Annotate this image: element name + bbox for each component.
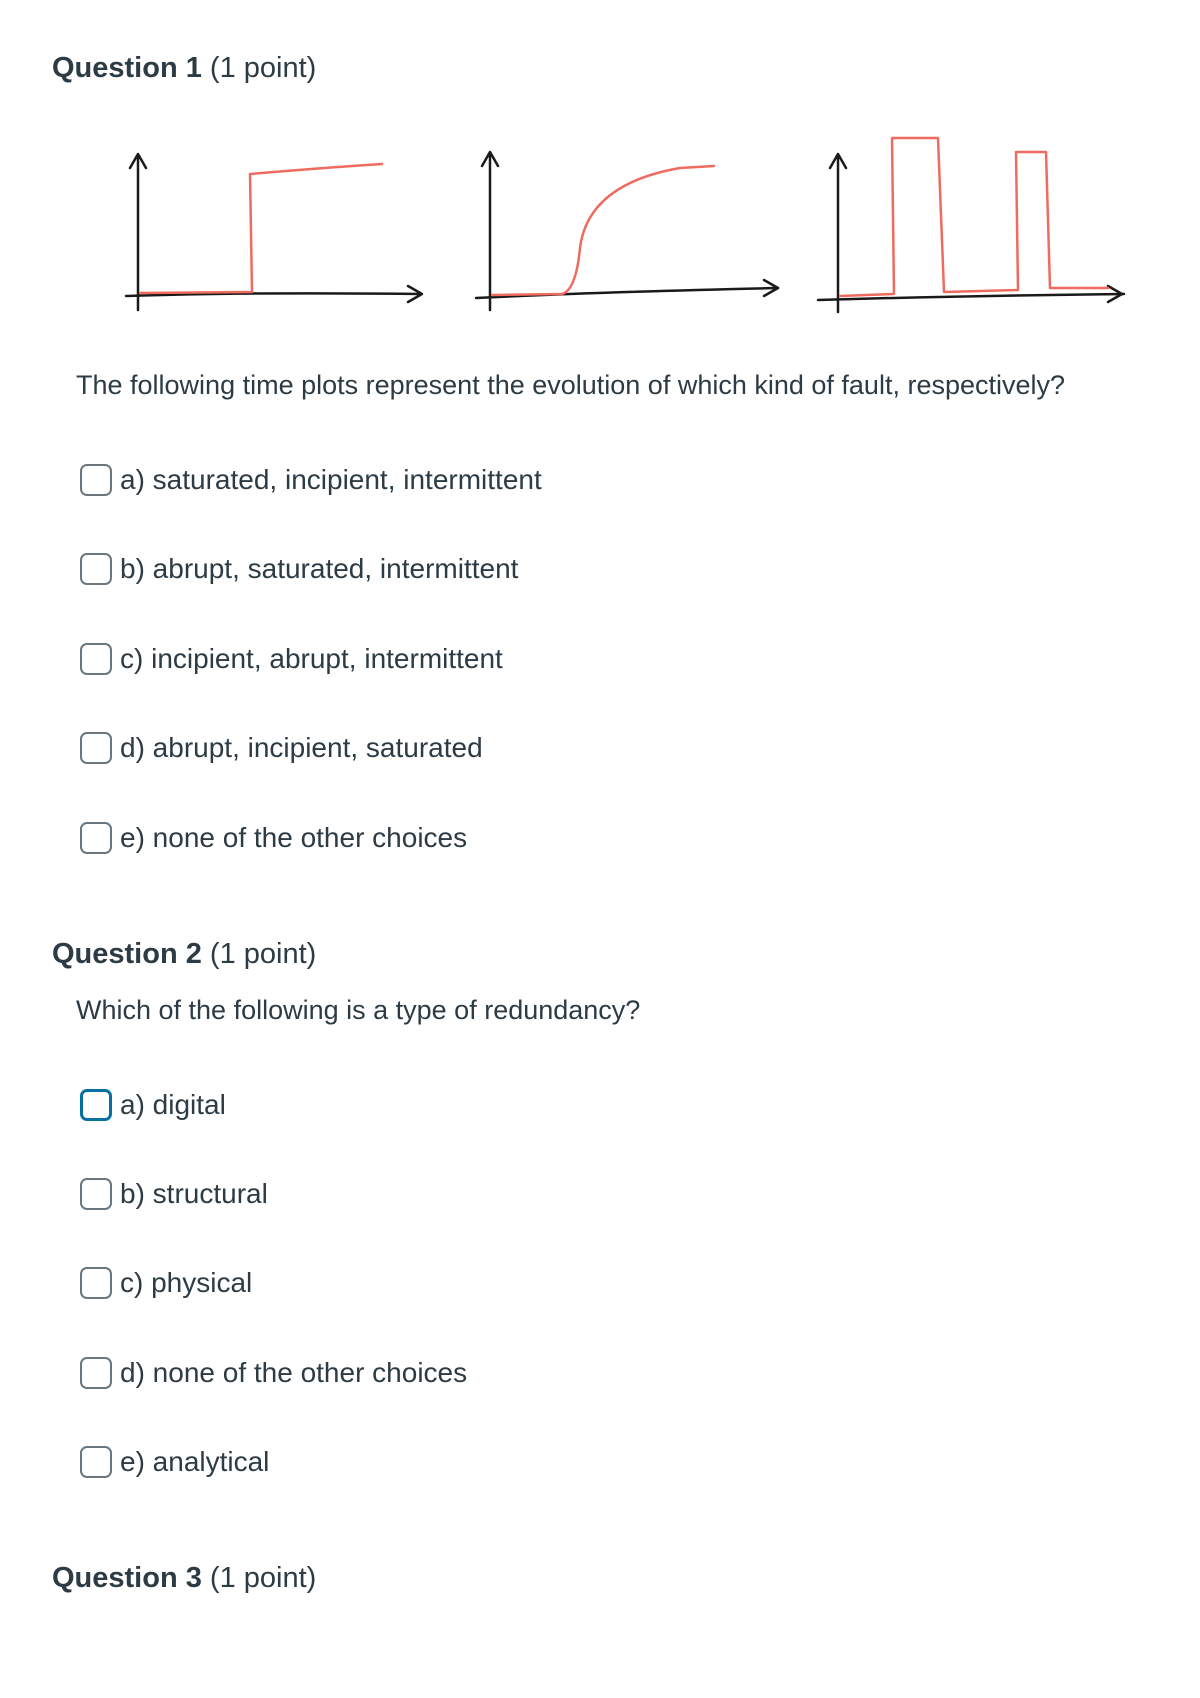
q2-option-e[interactable] [80, 1442, 269, 1482]
q2-option-a-label[interactable]: a) digital [120, 1089, 226, 1120]
q1-option-d[interactable] [80, 728, 483, 768]
question-2-header [52, 938, 316, 971]
q1-option-a-checkbox[interactable] [80, 464, 112, 496]
q1-option-d-label[interactable]: d) abrupt, incipient, saturated [120, 732, 483, 763]
question-1-title: Question 1 [52, 52, 202, 84]
question-2-title: Question 2 [52, 938, 202, 970]
q1-option-e-checkbox[interactable] [80, 822, 112, 854]
q1-option-b[interactable] [80, 549, 518, 589]
question-1-header [52, 52, 316, 85]
q1-option-e[interactable] [80, 818, 467, 858]
q1-option-b-checkbox[interactable] [80, 553, 112, 585]
plot-2-x-axis [476, 288, 778, 298]
plot-incipient [476, 152, 778, 310]
q2-option-a-checkbox[interactable] [80, 1089, 112, 1121]
q2-option-d[interactable] [80, 1353, 467, 1393]
question-2-text: Which of the following is a type of redundancy? [76, 995, 641, 1025]
q1-option-c[interactable] [80, 639, 503, 679]
q1-option-d-checkbox[interactable] [80, 732, 112, 764]
q2-option-c[interactable] [80, 1263, 252, 1303]
q1-option-b-label[interactable]: b) abrupt, saturated, intermittent [120, 553, 519, 584]
fault-time-plots [100, 128, 1140, 328]
q2-option-e-label[interactable]: e) analytical [120, 1446, 270, 1477]
q2-option-b[interactable] [80, 1174, 268, 1214]
q2-option-c-checkbox[interactable] [80, 1267, 112, 1299]
q1-option-a[interactable] [80, 460, 542, 500]
question-3-header [52, 1562, 316, 1595]
plot-intermittent [818, 138, 1124, 312]
q2-option-c-label[interactable]: c) physical [120, 1267, 253, 1298]
q2-option-d-checkbox[interactable] [80, 1357, 112, 1389]
question-1-points: (1 point) [209, 52, 317, 84]
q2-option-b-checkbox[interactable] [80, 1178, 112, 1210]
q2-option-a[interactable] [80, 1085, 226, 1125]
question-3-points: (1 point) [209, 1562, 317, 1594]
question-3-title: Question 3 [52, 1562, 202, 1594]
plot-1-signal [140, 164, 382, 293]
q2-option-e-checkbox[interactable] [80, 1446, 112, 1478]
q1-option-e-label[interactable]: e) none of the other choices [120, 822, 468, 853]
q2-option-d-label[interactable]: d) none of the other choices [120, 1357, 468, 1388]
question-1-text: The following time plots represent the evolution of which kind of fault, respectively? [76, 370, 1066, 400]
q1-option-a-label[interactable]: a) saturated, incipient, intermittent [120, 464, 542, 495]
q2-option-b-label[interactable]: b) structural [120, 1178, 268, 1209]
q1-option-c-label[interactable]: c) incipient, abrupt, intermittent [120, 643, 503, 674]
plot-2-signal [492, 166, 714, 295]
plot-abrupt [126, 154, 422, 310]
q1-option-c-checkbox[interactable] [80, 643, 112, 675]
plot-3-signal [840, 138, 1108, 296]
question-2-points: (1 point) [209, 938, 317, 970]
